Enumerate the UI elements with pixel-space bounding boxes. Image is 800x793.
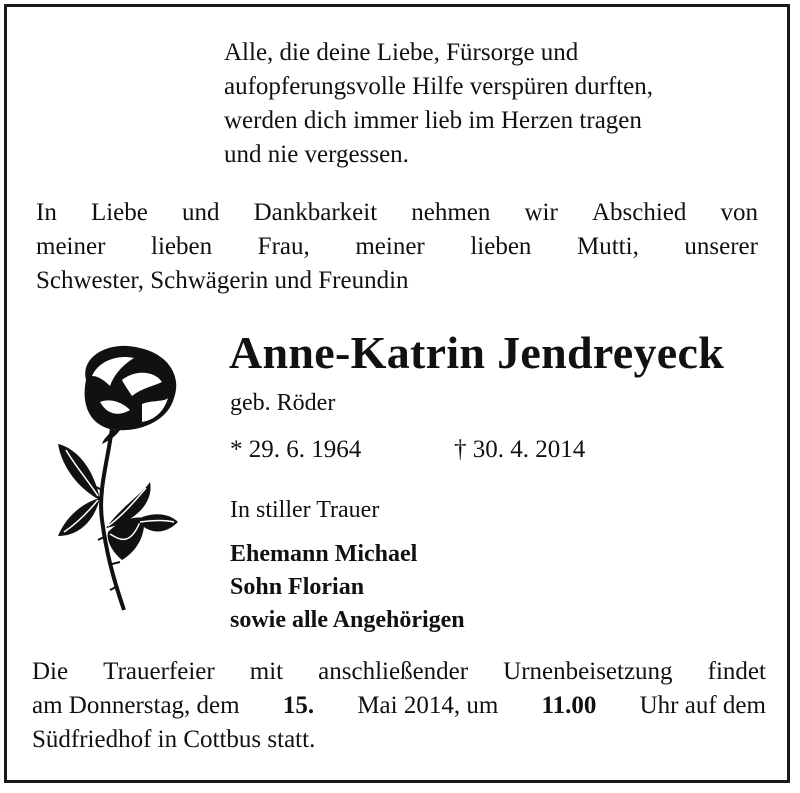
intro-text	[36, 196, 758, 298]
service-word: Trauerfeier	[103, 658, 215, 685]
service-text: Uhr auf dem	[639, 692, 766, 719]
service-word: Urnenbeisetzung	[503, 658, 673, 685]
intro-word: und	[181, 199, 220, 226]
service-word: findet	[707, 658, 766, 685]
intro-line: Schwester, Schwägerin und Freundin	[36, 267, 409, 294]
mourner: Sohn Florian	[230, 574, 365, 600]
poem-line: und nie vergessen.	[224, 141, 409, 168]
mourner: Ehemann Michael	[230, 541, 418, 567]
intro-word: Liebe	[90, 199, 148, 226]
service-line	[32, 689, 766, 723]
intro-word: unserer	[684, 233, 758, 260]
life-dates	[230, 436, 586, 464]
mourners-list	[230, 538, 465, 637]
poem-line: Alle, die deine Liebe, Fürsorge und	[224, 39, 579, 66]
service-word: Die	[32, 658, 69, 685]
intro-line	[36, 196, 758, 230]
intro-word: Mutti,	[577, 233, 639, 260]
death-date: † 30. 4. 2014	[454, 436, 586, 463]
funeral-service-info	[32, 655, 766, 757]
intro-word: nehmen	[411, 199, 491, 226]
intro-word: Abschied	[591, 199, 687, 226]
birth-date: * 29. 6. 1964	[230, 436, 362, 463]
poem-line: werden dich immer lieb im Herzen tragen	[224, 107, 642, 134]
service-date: 15.	[282, 692, 315, 719]
intro-word: wir	[524, 199, 558, 226]
poem-line: aufopferungsvolle Hilfe verspüren durften,	[224, 73, 654, 100]
intro-word: Frau,	[257, 233, 310, 260]
intro-word: von	[720, 199, 758, 226]
intro-word: meiner	[36, 233, 106, 260]
poem	[224, 36, 653, 172]
intro-word: In	[36, 199, 57, 226]
service-word: anschließender	[318, 658, 469, 685]
mourning-heading: In stiller Trauer	[230, 497, 380, 523]
intro-word: lieben	[151, 233, 213, 260]
service-text: am Donnerstag, dem	[32, 692, 240, 719]
intro-word: lieben	[470, 233, 532, 260]
deceased-name: Anne-Katrin Jendreyeck	[229, 327, 725, 378]
service-time: 11.00	[541, 692, 597, 719]
service-text: Mai 2014, um	[357, 692, 499, 719]
intro-line	[36, 230, 758, 264]
service-line	[32, 655, 766, 689]
service-line: Südfriedhof in Cottbus statt.	[32, 726, 316, 753]
maiden-name: geb. Röder	[230, 390, 336, 416]
intro-word: meiner	[355, 233, 425, 260]
intro-word: Dankbarkeit	[253, 199, 378, 226]
service-word: mit	[249, 658, 284, 685]
mourner: sowie alle Angehörigen	[230, 607, 465, 633]
rose-icon	[50, 340, 190, 620]
